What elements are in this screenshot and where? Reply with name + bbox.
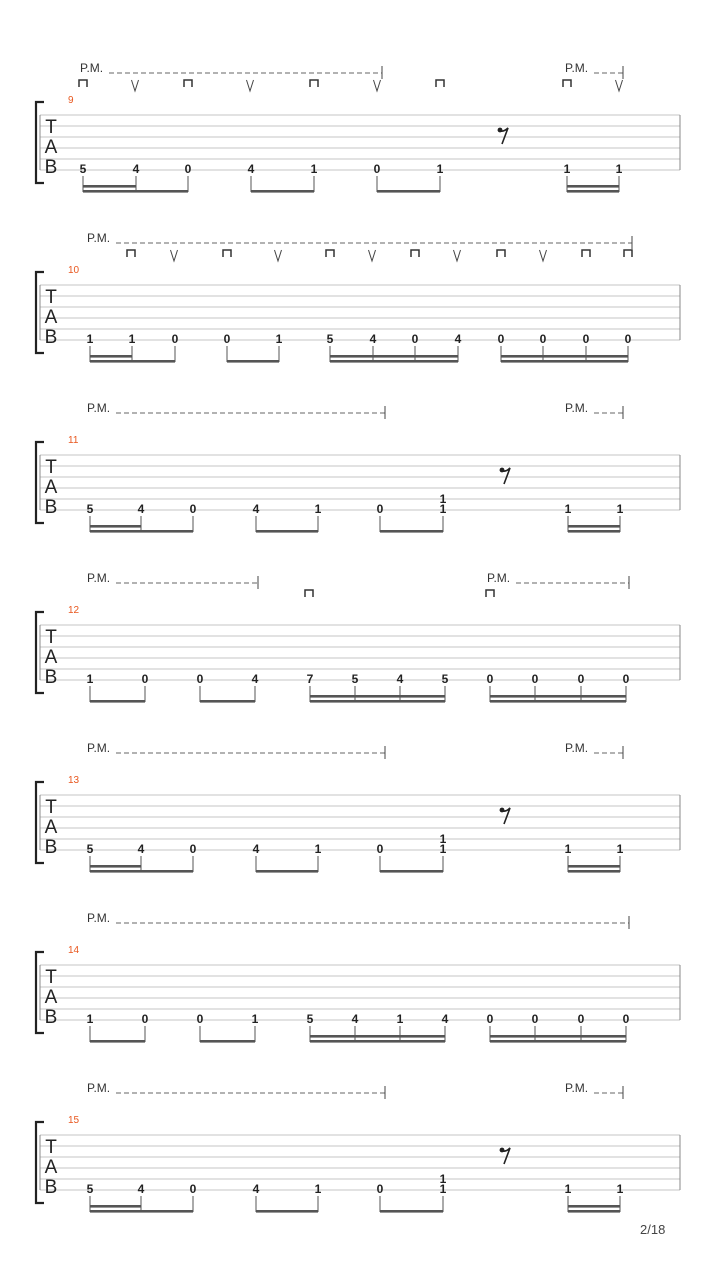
beam-secondary [310,1035,445,1038]
tab-note: 0 [196,1012,204,1026]
tab-note: 1 [564,842,572,856]
tab-note: 4 [137,842,145,856]
tab-clef-letter: B [44,667,58,688]
downstroke-icon [79,80,87,87]
page-number: 2/18 [640,1222,666,1237]
downstroke-icon [184,80,192,87]
beam [90,1210,193,1213]
tab-clef-letter: T [45,627,57,648]
tab-note: 4 [247,162,255,176]
tab-note: 4 [396,672,404,686]
measure-number: 12 [68,605,80,616]
tab-note: 5 [351,672,359,686]
upstroke-icon [275,250,282,261]
beam [256,530,318,533]
upstroke-icon [540,250,547,261]
tab-note: 7 [306,672,314,686]
beam-secondary [567,185,619,188]
tab-clef-letter: A [44,1157,58,1178]
tab-system [36,571,680,703]
tab-clef-letter: A [44,307,58,328]
beam [90,1040,145,1043]
tab-note: 1 [439,832,447,846]
tab-note: 1 [86,1012,94,1026]
tab-note: 1 [310,162,318,176]
tab-clef-letter: B [44,837,58,858]
tab-note: 0 [486,672,494,686]
measure-number: 11 [68,435,79,446]
tab-note: 0 [141,1012,149,1026]
eighth-rest-dot [498,128,503,133]
tab-note: 0 [497,332,505,346]
palm-mute-label: P.M. [565,1081,589,1095]
tab-clef-letter: A [44,647,58,668]
downstroke-icon [486,590,494,597]
tab-clef-letter: A [44,987,58,1008]
tab-note: 4 [251,672,259,686]
tab-note: 0 [539,332,547,346]
tab-note: 1 [615,162,623,176]
beam-secondary [90,525,141,528]
beam [310,700,445,703]
palm-mute-label: P.M. [87,741,111,755]
tab-clef-letter: B [44,1177,58,1198]
beam [490,1040,626,1043]
downstroke-icon [582,250,590,257]
tab-note: 4 [441,1012,449,1026]
palm-mute-label: P.M. [565,61,589,75]
upstroke-icon [616,80,623,91]
tab-note: 1 [314,842,322,856]
palm-mute-label: P.M. [87,1081,111,1095]
tab-note: 1 [396,1012,404,1026]
tab-note: 1 [439,492,447,506]
tab-clef-letter: B [44,497,58,518]
beam-secondary [568,1205,620,1208]
tab-note: 1 [251,1012,259,1026]
beam-secondary [330,355,458,358]
beam [567,190,619,193]
measure-number: 14 [68,945,80,956]
tab-note: 1 [564,1182,572,1196]
beam [200,1040,255,1043]
tab-note: 1 [439,502,447,516]
upstroke-icon [171,250,178,261]
beam-secondary [490,1035,626,1038]
eighth-rest-dot [500,468,505,473]
tab-note: 0 [376,842,384,856]
palm-mute-label: P.M. [87,231,111,245]
tab-clef-letter: B [44,157,58,178]
tab-note: 0 [141,672,149,686]
tab-clef-letter: T [45,287,57,308]
tab-note: 0 [622,1012,630,1026]
beam-secondary [310,695,445,698]
beam [568,530,620,533]
tab-note: 5 [306,1012,314,1026]
tab-note: 1 [436,162,444,176]
palm-mute-label: P.M. [80,61,104,75]
tab-clef-letter: T [45,967,57,988]
tab-clef-letter: T [45,797,57,818]
measure-number: 9 [68,95,74,106]
tab-note: 0 [184,162,192,176]
tab-note: 5 [86,1182,94,1196]
palm-mute-label: P.M. [87,571,111,585]
tab-note: 0 [189,502,197,516]
downstroke-icon [223,250,231,257]
beam [256,1210,318,1213]
tab-note: 0 [376,1182,384,1196]
tab-note: 4 [252,1182,260,1196]
tab-note: 5 [79,162,87,176]
measure-number: 10 [68,265,80,276]
downstroke-icon [436,80,444,87]
tab-clef-letter: B [44,1007,58,1028]
tab-note: 5 [326,332,334,346]
tab-note: 1 [314,502,322,516]
beam [380,870,443,873]
tab-note: 1 [439,842,447,856]
beam [90,360,175,363]
tab-note: 4 [454,332,462,346]
tab-note: 1 [439,1182,447,1196]
beam-secondary [568,525,620,528]
tab-note: 5 [441,672,449,686]
tab-note: 0 [486,1012,494,1026]
palm-mute-label: P.M. [565,741,589,755]
tab-note: 1 [616,1182,624,1196]
upstroke-icon [132,80,139,91]
beam [200,700,255,703]
upstroke-icon [374,80,381,91]
tab-system [36,401,680,533]
tab-note: 4 [132,162,140,176]
tab-note: 0 [577,672,585,686]
tab-system [36,911,680,1043]
beam-secondary [490,695,626,698]
tab-system [36,1081,680,1213]
tab-clef-letter: T [45,457,57,478]
tab-note: 1 [616,842,624,856]
beam [380,1210,443,1213]
tab-note: 0 [373,162,381,176]
downstroke-icon [305,590,313,597]
palm-mute-label: P.M. [565,401,589,415]
beam [256,870,318,873]
tab-note: 1 [314,1182,322,1196]
tab-note: 0 [411,332,419,346]
tab-note: 0 [189,1182,197,1196]
palm-mute-label: P.M. [87,401,111,415]
beam [568,870,620,873]
tab-note: 0 [196,672,204,686]
tab-note: 1 [564,502,572,516]
tab-note: 0 [577,1012,585,1026]
tab-note: 1 [563,162,571,176]
palm-mute-label: P.M. [87,911,111,925]
downstroke-icon [411,250,419,257]
downstroke-icon [497,250,505,257]
tab-note: 0 [531,672,539,686]
tab-note: 4 [137,502,145,516]
tab-clef-letter: A [44,817,58,838]
tab-note: 0 [171,332,179,346]
tab-clef-letter: A [44,137,58,158]
downstroke-icon [563,80,571,87]
upstroke-icon [247,80,254,91]
tab-note: 1 [275,332,283,346]
palm-mute-label: P.M. [487,571,511,585]
upstroke-icon [454,250,461,261]
tab-clef-letter: T [45,117,57,138]
upstroke-icon [369,250,376,261]
beam [377,190,440,193]
beam-secondary [568,865,620,868]
tab-note: 1 [86,672,94,686]
tab-system [36,231,680,363]
tab-note: 0 [376,502,384,516]
tab-note: 0 [189,842,197,856]
eighth-rest-dot [500,1148,505,1153]
beam [90,700,145,703]
tab-system [36,741,680,873]
tab-note: 4 [252,842,260,856]
tab-system [36,61,680,193]
tab-note: 0 [531,1012,539,1026]
tab-note: 1 [616,502,624,516]
beam-secondary [83,185,136,188]
tab-clef-letter: A [44,477,58,498]
downstroke-icon [310,80,318,87]
tab-clef-letter: B [44,327,58,348]
tab-note: 4 [369,332,377,346]
tab-note: 0 [624,332,632,346]
tab-note: 0 [622,672,630,686]
downstroke-icon [127,250,135,257]
beam-secondary [90,1205,141,1208]
beam [90,870,193,873]
beam [227,360,279,363]
tab-note: 1 [439,1172,447,1186]
tab-note: 4 [252,502,260,516]
tab-note: 0 [582,332,590,346]
downstroke-icon [624,250,632,257]
beam [90,530,193,533]
eighth-rest-dot [500,808,505,813]
tab-clef-letter: T [45,1137,57,1158]
tab-note: 4 [351,1012,359,1026]
beam [380,530,443,533]
tab-note: 4 [137,1182,145,1196]
beam [568,1210,620,1213]
beam [501,360,628,363]
measure-number: 15 [68,1115,80,1126]
beam-secondary [90,355,132,358]
tab-note: 0 [223,332,231,346]
beam [83,190,188,193]
beam-secondary [501,355,628,358]
measure-number: 13 [68,775,80,786]
beam [490,700,626,703]
beam [330,360,458,363]
beam [251,190,314,193]
downstroke-icon [326,250,334,257]
tab-note: 5 [86,502,94,516]
tab-note: 1 [128,332,136,346]
beam-secondary [90,865,141,868]
tab-note: 5 [86,842,94,856]
tab-note: 1 [86,332,94,346]
beam [310,1040,445,1043]
